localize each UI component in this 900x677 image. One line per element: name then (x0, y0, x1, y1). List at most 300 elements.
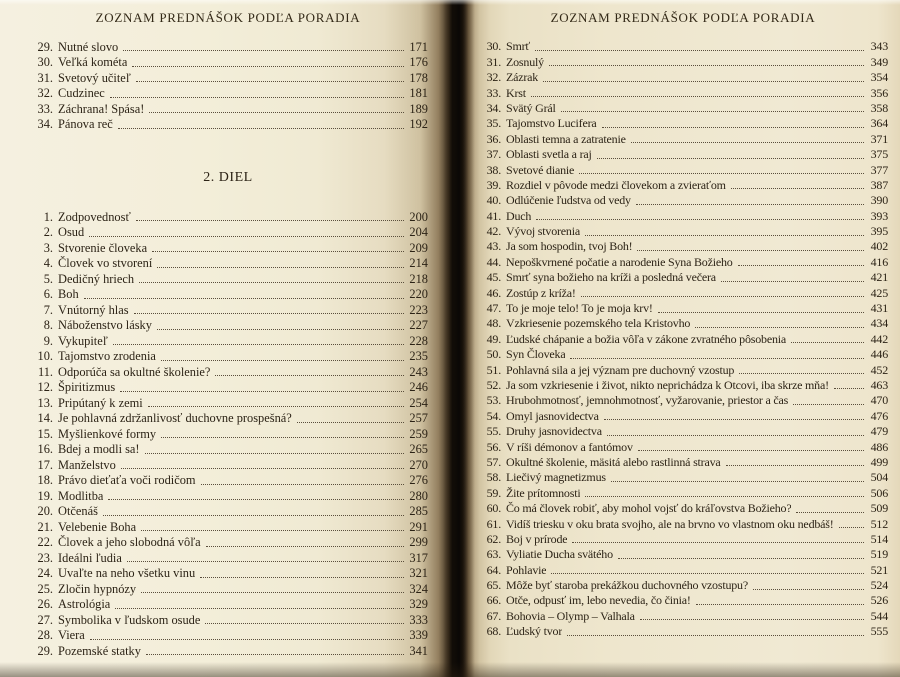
toc-row (28, 224, 428, 240)
toc-entry-page: 209 (409, 240, 428, 255)
toc-entry-page: 257 (409, 411, 428, 425)
toc-entry-number: 51. (486, 362, 501, 377)
toc-entry-title: Záchrana! Spása! (58, 101, 145, 116)
toc-entry-number: 7. (43, 302, 53, 317)
dot-leader (793, 404, 864, 405)
dot-leader (146, 654, 404, 655)
toc-entry-page: 358 (870, 100, 888, 115)
dot-leader (90, 639, 404, 640)
toc-row (28, 565, 428, 581)
toc-row (28, 518, 428, 534)
toc-entry-title: Dedičný hriech (58, 271, 135, 286)
toc-row (28, 425, 428, 441)
toc-entry-title: Oblasti temna a zatratenie (506, 131, 626, 146)
dot-leader (572, 542, 864, 543)
dot-leader (161, 360, 404, 361)
toc-entry-page: 178 (409, 70, 428, 85)
toc-entry-number: 64. (486, 562, 501, 577)
toc-entry-number: 31. (486, 54, 501, 69)
toc-entry-title: Ja som hospodin, tvoj Boh! (506, 239, 633, 254)
toc-entry-page: 555 (870, 624, 888, 639)
toc-entry-title: V ríši démonov a fantómov (506, 439, 633, 454)
toc-row (478, 407, 888, 422)
toc-row (28, 317, 428, 333)
toc-row (478, 454, 888, 469)
toc-entry-number: 58. (486, 470, 501, 485)
dot-leader (579, 173, 864, 174)
dot-leader (145, 453, 404, 454)
toc-entry-number: 67. (486, 608, 501, 623)
toc-entry-number: 66. (486, 593, 501, 608)
dot-leader (602, 127, 864, 128)
toc-entry-page: 425 (870, 285, 888, 300)
dot-leader (604, 419, 864, 420)
toc-entry-title: Velebenie Boha (58, 519, 137, 534)
toc-row (28, 611, 428, 627)
toc-entry-page: 504 (870, 470, 888, 485)
toc-entry-title: Cudzinec (58, 86, 105, 100)
toc-row (478, 531, 888, 546)
toc-entry-title: Človek a jeho slobodná vôľa (58, 535, 201, 549)
toc-entry-title: Liečivý magnetizmus (506, 470, 606, 485)
toc-entry-title: Odlúčenie ľudstva od vedy (506, 193, 631, 208)
toc-entry-page: 223 (409, 302, 428, 317)
toc-entry-title: To je moje telo! To je moja krv! (506, 301, 653, 316)
toc-entry-page: 329 (409, 597, 428, 611)
toc-row (478, 361, 888, 376)
dot-leader (110, 97, 404, 98)
dot-leader (113, 344, 404, 345)
toc-row (478, 269, 888, 284)
toc-entry-page: 421 (870, 270, 888, 285)
toc-row (478, 223, 888, 238)
dot-leader (796, 512, 864, 513)
dot-leader (136, 81, 404, 82)
toc-entry-number: 1. (43, 209, 53, 224)
toc-entry-page: 333 (409, 612, 428, 627)
toc-row (478, 469, 888, 484)
toc-entry-title: Veľká kométa (58, 55, 128, 69)
toc-entry-page: 228 (409, 333, 428, 348)
dot-leader (103, 515, 404, 516)
toc-entry-number: 45. (486, 270, 501, 285)
toc-row (478, 577, 888, 592)
toc-row (478, 438, 888, 453)
toc-entry-title: Otčenáš (58, 504, 98, 518)
toc-entry-page: 343 (870, 39, 888, 54)
toc-entry-page: 227 (409, 318, 428, 332)
dot-leader (658, 312, 864, 313)
dot-leader (561, 111, 864, 112)
toc-row (28, 208, 428, 224)
toc-entry-number: 65. (486, 578, 501, 593)
toc-row (28, 38, 428, 54)
toc-entry-number: 3. (43, 240, 53, 255)
toc-entry-page: 470 (870, 393, 888, 408)
toc-entry-page: 324 (409, 581, 428, 596)
toc-entry-number: 24. (37, 566, 53, 580)
toc-row (478, 346, 888, 361)
toc-entry-page: 176 (409, 55, 428, 69)
toc-entry-page: 524 (870, 578, 888, 593)
toc-entry-title: Ľudský tvor (506, 624, 563, 639)
toc-row (28, 348, 428, 364)
toc-entry-title: Bohovia – Olymp – Valhala (506, 608, 635, 623)
toc-entry-number: 41. (486, 208, 501, 223)
toc-entry-title: Zázrak (506, 70, 539, 85)
toc-entry-page: 270 (409, 457, 428, 472)
toc-entry-number: 18. (37, 473, 53, 487)
toc-row (28, 472, 428, 488)
toc-entry-title: Vykupiteľ (58, 333, 108, 348)
dot-leader (132, 66, 404, 67)
toc-entry-title: Rozdiel v pôvode medzi človekom a zvieraťom (506, 177, 726, 192)
dot-leader (152, 251, 404, 252)
left-page-header: ZOZNAM PREDNÁŠOK PODĽA PORADIA (95, 10, 361, 25)
dot-leader (607, 435, 864, 436)
toc-row (478, 592, 888, 607)
toc-entry-number: 8. (43, 318, 53, 332)
dot-leader (84, 298, 404, 299)
toc-entry-number: 49. (486, 331, 501, 346)
toc-row (478, 315, 888, 330)
dot-leader (297, 422, 404, 423)
toc-entry-title: Duch (506, 208, 532, 223)
toc-entry-page: 544 (870, 608, 888, 623)
dot-leader (139, 282, 404, 283)
toc-entry-page: 218 (409, 271, 428, 286)
toc-entry-page: 317 (409, 550, 428, 565)
toc-row (478, 377, 888, 392)
toc-row (478, 130, 888, 145)
toc-entry-title: Právo dieťaťa voči rodičom (58, 473, 196, 487)
toc-entry-page: 486 (870, 439, 888, 454)
toc-entry-number: 63. (486, 547, 501, 562)
toc-row (28, 270, 428, 286)
toc-entry-page: 434 (870, 316, 888, 331)
toc-row (478, 423, 888, 438)
toc-row (28, 332, 428, 348)
toc-entry-title: Pripútaný k zemi (58, 395, 143, 410)
toc-entry-number: 60. (486, 501, 501, 516)
toc-entry-page: 265 (409, 442, 428, 456)
toc-entry-number: 29. (37, 643, 53, 658)
toc-row (478, 546, 888, 561)
toc-entry-number: 54. (486, 408, 501, 423)
toc-entry-page: 220 (409, 287, 428, 301)
toc-entry-number: 9. (43, 333, 53, 348)
dot-leader (631, 142, 864, 143)
toc-entry-number: 32. (486, 70, 501, 85)
toc-entry-page: 192 (409, 117, 428, 131)
dot-leader (726, 465, 864, 466)
toc-entry-number: 56. (486, 439, 501, 454)
toc-row (28, 85, 428, 101)
toc-entry-title: Vnútorný hlas (58, 302, 129, 317)
toc-row (478, 484, 888, 499)
toc-entry-number: 14. (37, 411, 53, 425)
toc-row (28, 487, 428, 503)
toc-entry-number: 62. (486, 531, 501, 546)
toc-entry-title: Žite prítomnosti (506, 485, 581, 500)
toc-entry-title: Boj v prírode (506, 531, 568, 546)
toc-entry-number: 29. (37, 39, 53, 54)
toc-entry-page: 375 (870, 147, 888, 162)
toc-row (28, 394, 428, 410)
toc-entry-title: Špiritizmus (58, 380, 116, 394)
right-page-content (478, 10, 888, 638)
toc-entry-title: Náboženstvo lásky (58, 318, 152, 332)
toc-entry-number: 36. (486, 131, 501, 146)
toc-entry-page: 291 (409, 519, 428, 534)
right-page-header: ZOZNAM PREDNÁŠOK PODĽA PORADIA (550, 10, 816, 25)
toc-row (478, 192, 888, 207)
dot-leader (157, 267, 404, 268)
toc-entry-title: Nutné slovo (58, 39, 119, 54)
toc-entry-title: Okultné školenie, mäsitá alebo rastlinná strava (506, 454, 721, 469)
toc-entry-title: Ideálni ľudia (58, 550, 122, 565)
toc-entry-number: 17. (37, 457, 53, 472)
toc-entry-title: Pozemské statky (58, 643, 141, 658)
toc-entry-number: 16. (37, 442, 53, 456)
toc-entry-page: 321 (409, 566, 428, 580)
toc-entry-page: 479 (870, 424, 888, 439)
dot-leader (581, 296, 864, 297)
toc-entry-page: 463 (870, 377, 888, 392)
toc-entry-number: 6. (43, 287, 53, 301)
toc-entry-page: 509 (870, 501, 888, 516)
toc-entry-number: 20. (37, 504, 53, 518)
toc-entry-title: Smrť syna božieho na kríži a posledná večera (506, 270, 716, 285)
toc-entry-number: 26. (37, 597, 53, 611)
toc-row (28, 580, 428, 596)
dot-leader (839, 527, 864, 528)
dot-leader (721, 281, 864, 282)
toc-row (28, 255, 428, 271)
toc-row (478, 253, 888, 268)
toc-entry-title: Pohlavie (506, 562, 547, 577)
toc-entry-title: Vyliatie Ducha svätého (506, 547, 613, 562)
toc-entry-number: 30. (486, 39, 501, 54)
toc-entry-page: 452 (870, 362, 888, 377)
toc-entry-title: Vzkriesenie pozemského tela Kristovho (506, 316, 691, 331)
dot-leader (791, 342, 864, 343)
toc-entry-number: 46. (486, 285, 501, 300)
toc-entry-number: 68. (486, 624, 501, 639)
dot-leader (134, 313, 404, 314)
right-page (452, 0, 900, 677)
dot-leader (739, 373, 864, 374)
dot-leader (549, 65, 864, 66)
toc-entry-number: 5. (43, 271, 53, 286)
toc-entry-page: 214 (409, 256, 428, 270)
toc-entry-title: Pohlavná sila a jej význam pre duchovný vzostup (506, 362, 735, 377)
toc-entry-title: Stvorenie človeka (58, 240, 148, 255)
dot-leader (157, 329, 404, 330)
toc-entry-page: 339 (409, 628, 428, 642)
toc-entry-number: 21. (37, 519, 53, 534)
toc-entry-title: Ľudské chápanie a božia vôľa v zákone zvratného pôsobenia (506, 331, 787, 346)
toc-entry-title: Bdej a modli sa! (58, 442, 140, 456)
toc-entry-number: 42. (486, 224, 501, 239)
dot-leader (115, 608, 404, 609)
toc-entry-number: 50. (486, 347, 501, 362)
toc-entry-title: Syn Človeka (506, 347, 566, 362)
toc-row (28, 627, 428, 643)
toc-entry-title: Vývoj stvorenia (506, 224, 580, 239)
toc-entry-number: 38. (486, 162, 501, 177)
toc-entry-page: 395 (870, 224, 888, 239)
toc-row (28, 410, 428, 426)
dot-leader (585, 235, 864, 236)
toc-entry-title: Svetový učiteľ (58, 70, 131, 85)
dot-leader (570, 358, 864, 359)
toc-entry-title: Osud (58, 225, 85, 239)
toc-entry-page: 181 (409, 86, 428, 100)
toc-row (28, 503, 428, 519)
dot-leader (636, 204, 864, 205)
toc-entry-number: 30. (37, 55, 53, 69)
toc-entry-title: Symbolika v ľudskom osude (58, 612, 201, 627)
toc-entry-number: 33. (37, 101, 53, 116)
toc-entry-number: 35. (486, 116, 501, 131)
toc-entry-page: 280 (409, 488, 428, 503)
toc-row (28, 456, 428, 472)
toc-entry-title: Smrť (506, 39, 531, 54)
toc-entry-title: Manželstvo (58, 457, 116, 472)
toc-row (28, 379, 428, 395)
toc-entry-number: 27. (37, 612, 53, 627)
dot-leader (123, 50, 404, 51)
toc-entry-page: 446 (870, 347, 888, 362)
toc-entry-title: Svätý Grál (506, 100, 556, 115)
dot-leader (205, 623, 404, 624)
toc-entry-page: 371 (870, 131, 888, 146)
dot-leader (543, 81, 864, 82)
dot-leader (215, 375, 404, 376)
toc-entry-page: 364 (870, 116, 888, 131)
toc-row (478, 623, 888, 638)
toc-entry-number: 2. (43, 225, 53, 239)
toc-entry-page: 259 (409, 426, 428, 441)
toc-entry-number: 22. (37, 535, 53, 549)
dot-leader (567, 635, 864, 636)
toc-row (478, 115, 888, 130)
dot-leader (141, 592, 404, 593)
toc-entry-title: Hrubohmotnosť, jemnohmotnosť, vyžarovanie, priestor a čas (506, 393, 789, 408)
toc-entry-title: Oblasti svetla a raj (506, 147, 592, 162)
dot-leader (535, 50, 864, 51)
toc-row (28, 441, 428, 457)
toc-entry-page: 514 (870, 531, 888, 546)
toc-entry-page: 341 (409, 643, 428, 658)
toc-entry-page: 402 (870, 239, 888, 254)
dot-leader (597, 158, 864, 159)
dot-leader (834, 388, 864, 389)
dot-leader (696, 604, 864, 605)
toc-entry-page: 243 (409, 364, 428, 379)
toc-entry-title: Zodpovednosť (58, 209, 131, 224)
toc-entry-title: Zločin hypnózy (58, 581, 137, 596)
toc-row (478, 53, 888, 68)
toc-list-part2 (28, 208, 428, 658)
dot-leader (141, 530, 404, 531)
dot-leader (738, 265, 864, 266)
dot-leader (531, 96, 864, 97)
toc-entry-page: 416 (870, 254, 888, 269)
toc-entry-title: Boh (58, 287, 79, 301)
toc-entry-number: 39. (486, 177, 501, 192)
toc-entry-title: Tajomstvo Lucifera (506, 116, 597, 131)
toc-entry-page: 356 (870, 85, 888, 100)
toc-entry-title: Je pohlavná zdržanlivosť duchovne prospešná? (58, 411, 292, 425)
toc-entry-number: 40. (486, 193, 501, 208)
toc-entry-title: Viera (58, 628, 85, 642)
toc-row (478, 515, 888, 530)
dot-leader (536, 219, 864, 220)
toc-row (478, 392, 888, 407)
toc-row (28, 642, 428, 658)
toc-entry-title: Omyl jasnovidectva (506, 408, 599, 423)
toc-row (28, 301, 428, 317)
toc-entry-number: 33. (486, 85, 501, 100)
toc-row (28, 534, 428, 550)
toc-entry-title: Pánova reč (58, 117, 113, 131)
toc-row (478, 500, 888, 515)
toc-row (478, 84, 888, 99)
toc-entry-number: 55. (486, 424, 501, 439)
toc-entry-page: 442 (870, 331, 888, 346)
toc-row (478, 207, 888, 222)
toc-entry-title: Zostúp z kríža! (506, 285, 576, 300)
toc-entry-number: 15. (37, 426, 53, 441)
dot-leader (200, 577, 404, 578)
toc-entry-number: 12. (37, 380, 53, 394)
toc-entry-title: Otče, odpusť im, lebo nevedia, čo činia! (506, 593, 691, 608)
dot-leader (120, 391, 404, 392)
toc-entry-title: Myšlienkové formy (58, 426, 157, 441)
toc-entry-page: 349 (870, 54, 888, 69)
toc-entry-title: Tajomstvo zrodenia (58, 349, 156, 363)
toc-entry-number: 53. (486, 393, 501, 408)
dot-leader (585, 496, 864, 497)
toc-entry-number: 44. (486, 254, 501, 269)
dot-leader (149, 112, 404, 113)
toc-entry-page: 276 (409, 473, 428, 487)
toc-entry-number: 10. (37, 349, 53, 363)
part2-section-title: 2. DIEL (203, 170, 253, 185)
toc-entry-page: 354 (870, 70, 888, 85)
toc-row (28, 54, 428, 70)
toc-entry-number: 57. (486, 454, 501, 469)
dot-leader (640, 619, 864, 620)
toc-entry-page: 499 (870, 454, 888, 469)
toc-entry-page: 377 (870, 162, 888, 177)
toc-entry-page: 246 (409, 380, 428, 394)
dot-leader (121, 468, 404, 469)
toc-entry-number: 11. (37, 364, 53, 379)
dot-leader (731, 188, 864, 189)
dot-leader (695, 327, 864, 328)
toc-row (28, 549, 428, 565)
toc-entry-page: 204 (409, 225, 428, 239)
dot-leader (201, 484, 404, 485)
toc-row (478, 38, 888, 53)
toc-entry-page: 387 (870, 177, 888, 192)
toc-entry-page: 393 (870, 208, 888, 223)
dot-leader (108, 499, 404, 500)
toc-entry-number: 23. (37, 550, 53, 565)
